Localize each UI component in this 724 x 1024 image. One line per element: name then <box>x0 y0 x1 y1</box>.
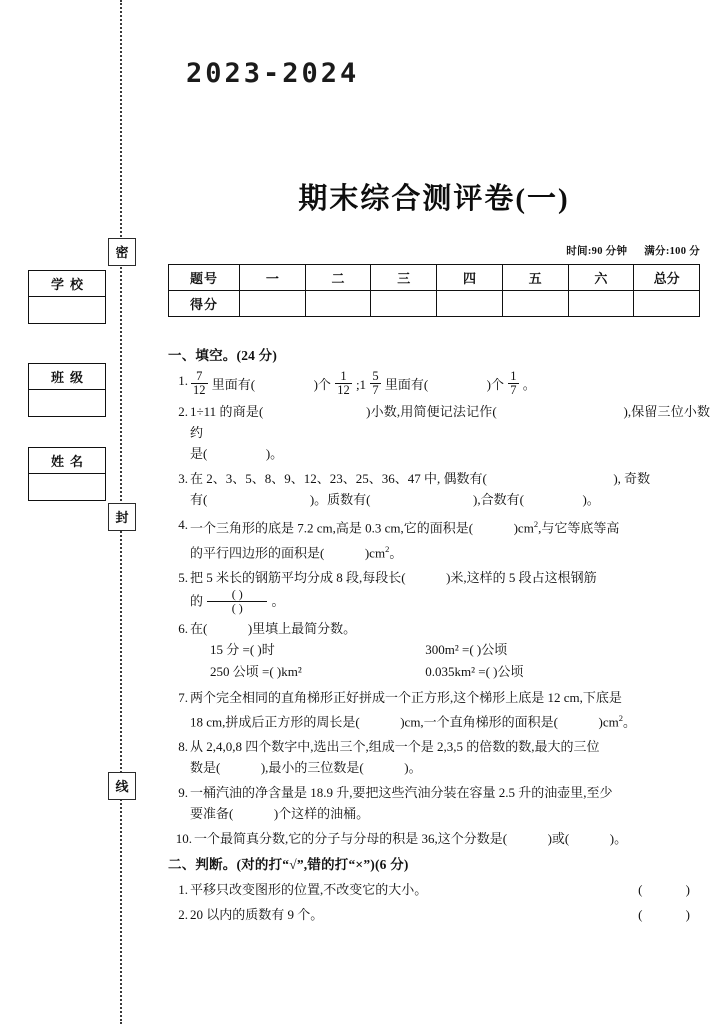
unit-exponent: 2 <box>618 713 623 724</box>
fraction-one-seventh: $\frac{1}{7}$ <box>510 369 517 398</box>
question-1-text-e: )个 <box>486 376 504 392</box>
tf-question-2-number: 2. <box>178 907 188 923</box>
question-3-text-a: 在 2、3、5、8、9、12、23、25、36、47 中, 偶数有( <box>190 471 487 487</box>
section-heading-fill-in-blank: 一、填空。(24 分) <box>168 348 278 363</box>
question-3 <box>168 468 710 510</box>
exam-content <box>168 344 710 929</box>
seal-mark-mi: 密 <box>108 238 136 266</box>
info-box-school-label: 学校 <box>29 271 105 297</box>
tf-question-1-number: 1. <box>178 882 188 898</box>
question-10-text-b: )或( <box>547 831 570 847</box>
seal-mark-feng: 封 <box>108 503 136 531</box>
question-6-text-b: )里填上最简分数。 <box>247 621 357 637</box>
question-4-text-a: 一个三角形的底是 7.2 cm,高是 0.3 cm,它的面积是( <box>190 520 474 536</box>
question-4-text-b: )cm <box>513 520 534 536</box>
score-cell-4[interactable] <box>437 291 503 317</box>
question-8-text-c: ),最小的三位数是( <box>260 760 364 776</box>
tf-question-2-text: 20 以内的质数有 9 个。 <box>190 907 324 923</box>
question-7-text-b: 18 cm,拼成后正方形的周长是( <box>190 714 360 730</box>
tf-answer-parentheses[interactable]: ( ) <box>638 882 710 898</box>
conversion-minutes-to-hours[interactable]: 15 分 =( )时 <box>210 642 275 658</box>
conversion-sqkm-to-hectare[interactable]: 0.035km² =( )公顷 <box>425 664 524 680</box>
question-1-text-f: 。 <box>522 376 536 392</box>
question-2 <box>168 401 710 464</box>
question-10 <box>168 828 710 849</box>
question-7-number: 7. <box>178 690 188 706</box>
question-10-number: 10. <box>175 831 192 847</box>
question-2-number: 2. <box>178 404 188 420</box>
table-row-scores <box>169 291 700 317</box>
question-7 <box>168 687 710 732</box>
tf-answer-parentheses[interactable]: ( ) <box>638 907 710 923</box>
info-box-name <box>28 447 106 501</box>
exam-total-score-label: 满分:100 分 <box>644 246 700 257</box>
conversion-row-2 <box>190 661 710 683</box>
tf-question-1-text: 平移只改变图形的位置,不改变它的大小。 <box>190 882 428 898</box>
question-3-text-f: )。 <box>582 492 600 508</box>
fraction-seven-twelfths: $\frac{7}{12}$ <box>193 369 206 398</box>
info-box-name-label: 姓名 <box>29 448 105 474</box>
question-4-number: 4. <box>178 517 188 533</box>
conversion-row-1 <box>190 639 710 661</box>
question-8 <box>168 736 710 778</box>
question-1 <box>168 370 710 397</box>
answer-fraction-blank[interactable]: $\frac{( )}{( )}$ <box>207 588 267 614</box>
score-cell-total[interactable] <box>634 291 700 317</box>
question-4-text-f: 。 <box>389 544 403 560</box>
question-6 <box>168 618 710 683</box>
question-2-text-b: )小数,用简便记法记作( <box>366 404 497 420</box>
score-table-col-3: 三 <box>371 265 437 291</box>
table-row-header <box>169 265 700 291</box>
question-1-text-c: ;1 <box>355 376 367 392</box>
score-table-row-label-score: 得分 <box>169 291 240 317</box>
info-box-school <box>28 270 106 324</box>
question-6-text-a: 在( <box>190 621 208 637</box>
question-8-text-d: )。 <box>404 760 422 776</box>
question-7-text-a: 两个完全相同的直角梯形正好拼成一个正方形,这个梯形上底是 12 cm,下底是 <box>190 690 622 706</box>
question-1-text-b: )个 <box>313 376 331 392</box>
tf-question-1 <box>168 879 710 900</box>
question-10-text-c: )。 <box>609 831 628 847</box>
score-table-col-2: 二 <box>305 265 371 291</box>
exam-time-label: 时间:90 分钟 <box>566 246 628 257</box>
score-table-col-4: 四 <box>437 265 503 291</box>
question-3-text-e: ),合数有( <box>473 492 524 508</box>
question-5-number: 5. <box>178 569 188 585</box>
score-cell-1[interactable] <box>240 291 306 317</box>
score-table-col-6: 六 <box>568 265 634 291</box>
exam-info <box>552 243 700 258</box>
unit-exponent: 2 <box>385 543 390 554</box>
question-5-text-a: 把 5 米长的钢筋平均分成 8 段,每段长( <box>190 569 406 585</box>
question-9-number: 9. <box>178 785 188 801</box>
score-cell-2[interactable] <box>305 291 371 317</box>
score-cell-5[interactable] <box>502 291 568 317</box>
score-cell-6[interactable] <box>568 291 634 317</box>
question-3-text-d: )。质数有( <box>309 492 371 508</box>
question-2-text-a: 1÷11 的商是( <box>190 404 264 420</box>
score-cell-3[interactable] <box>371 291 437 317</box>
score-table-row-label-question: 题号 <box>169 265 240 291</box>
question-2-text-c: ),保留三位小数约 <box>190 404 711 441</box>
fraction-one-twelfth: $\frac{1}{12}$ <box>337 369 350 398</box>
tf-question-2 <box>168 904 710 925</box>
question-1-text-d: 里面有( <box>384 376 429 392</box>
score-table-col-5: 五 <box>502 265 568 291</box>
conversion-hectare-to-sqkm[interactable]: 250 公顷 =( )km² <box>210 664 302 680</box>
question-3-text-c: 有( <box>190 492 208 508</box>
seal-mark-xian: 线 <box>108 772 136 800</box>
fraction-five-sevenths: $\frac{5}{7}$ <box>372 369 379 398</box>
info-box-name-field[interactable] <box>29 474 105 500</box>
question-6-number: 6. <box>178 621 188 637</box>
question-5 <box>168 567 710 614</box>
question-5-text-b: )米,这样的 5 段占这根钢筋 <box>446 569 597 585</box>
info-box-class-field[interactable] <box>29 390 105 416</box>
score-table-col-total: 总分 <box>634 265 700 291</box>
question-1-number: 1. <box>178 373 188 388</box>
question-7-text-e: 。 <box>622 714 636 730</box>
question-10-text-a: 一个最简真分数,它的分子与分母的积是 36,这个分数是( <box>194 831 508 847</box>
question-8-number: 8. <box>178 739 188 755</box>
question-4-text-c: ,与它等底等高 <box>538 520 620 536</box>
question-9-text-a: 一桶汽油的净含量是 18.9 升,要把这些汽油分装在容量 2.5 升的油壶里,至少 <box>190 785 613 801</box>
question-2-text-e: )。 <box>265 446 284 462</box>
question-8-text-a: 从 2,4,0,8 四个数字中,选出三个,组成一个是 2,3,5 的倍数的数,最大的三位 <box>190 739 600 755</box>
question-1-text-a: 里面有( <box>211 376 256 392</box>
question-4 <box>168 514 710 563</box>
score-table-col-1: 一 <box>240 265 306 291</box>
question-9-text-b: 要准备( <box>190 806 234 822</box>
conversion-sqm-to-hectare[interactable]: 300m² =( )公顷 <box>425 642 508 658</box>
question-5-text-c: 的 <box>190 593 204 609</box>
info-box-class-label: 班级 <box>29 364 105 390</box>
question-7-text-c: )cm,一个直角梯形的面积是( <box>400 714 559 730</box>
score-table <box>168 264 700 317</box>
page-title: 期末综合测评卷(一) <box>298 183 570 215</box>
question-2-text-d: 是( <box>190 446 208 462</box>
question-9-text-c: )个这样的油桶。 <box>273 806 370 822</box>
question-5-text-d: 。 <box>271 593 285 609</box>
question-4-text-d: 的平行四边形的面积是( <box>190 544 325 560</box>
section-heading-true-false: 二、判断。(对的打“√”,错的打“×”)(6 分) <box>168 857 409 873</box>
info-box-school-field[interactable] <box>29 297 105 323</box>
question-7-text-d: )cm <box>598 714 619 730</box>
school-year: 2023-2024 <box>186 58 360 89</box>
question-8-text-b: 数是( <box>190 760 221 776</box>
question-3-text-b: ), 奇数 <box>613 471 651 487</box>
question-4-text-e: )cm <box>364 544 386 560</box>
info-box-class <box>28 363 106 417</box>
question-3-number: 3. <box>178 471 188 487</box>
question-9 <box>168 782 710 824</box>
unit-exponent: 2 <box>533 519 539 530</box>
